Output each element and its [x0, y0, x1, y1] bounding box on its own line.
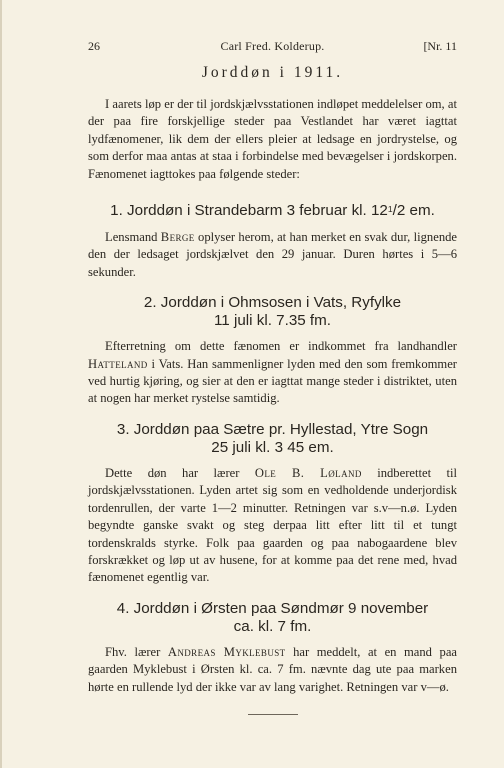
section-1-text-before: Lensmand: [105, 230, 161, 245]
section-heading-4-line2: ca. kl. 7 fm.: [233, 617, 312, 635]
section-4-text-before: Fhv. lærer: [105, 644, 168, 659]
section-paragraph-2: [88, 338, 457, 408]
section-paragraph-3: [88, 465, 457, 587]
section-heading-1-tail: /2 em.: [392, 202, 435, 220]
page-number: 26: [88, 39, 100, 53]
person-name-loland: Ole B. Løland: [254, 465, 362, 480]
running-title: Carl Fred. Kolderup.: [220, 39, 325, 53]
section-1-text-after: oplyser herom, at han merket en svak dur, lignende den der ledsaget jordskjælvet den 29 januar. Duren hørtes i 5—6 sekunder.: [88, 230, 457, 279]
section-heading-2-line2: 11 juli kl. 7.35 fm.: [213, 312, 332, 330]
section-heading-3-line2: 25 juli kl. 3 45 em.: [211, 438, 334, 456]
page-body: [88, 63, 457, 715]
section-heading-3: [88, 421, 457, 457]
section-3-text-after: indberettet til jordskjælvsstationen. Lyden artet sig som en vedholdende underjordisk tordenrullen, der varte 1—2 minutter. Retningen var s.v—n.ø. Lyden begyndte ganske svakt og steg derpaa litt efter litt til et tungt tordenskralds styrke. Folk paa gaarden og paa nabogaardene blev forskrækket og løp ut av husene, for at komme paa det rene med, hvad fænomenet egentlig var.: [88, 465, 457, 585]
section-heading-2-line1: 2. Jorddøn i Ohmsosen i Vats, Ryfylke: [143, 294, 402, 312]
section-paragraph-1: [88, 229, 457, 281]
section-heading-4: [88, 600, 457, 636]
person-name-berge: Berge: [160, 230, 195, 245]
section-heading-2: [88, 294, 457, 330]
section-paragraph-4: [88, 644, 457, 696]
intro-paragraph: I aarets løp er der til jordskjælvsstationen indløpet meddelelser om, at der paa fire forskjellige steder paa Vestlandet har været iagttat lydfænomener, lik dem der ellers pleier at ledsage en jordrystelse, og som derfor maa antas at staa i forbindelse med bevægelser i jordskorpen. Fænomenet iagttokes paa følgende steder:: [88, 97, 457, 181]
section-heading-1: [88, 200, 457, 220]
closing-rule: [248, 714, 298, 715]
section-heading-3-line1: 3. Jorddøn paa Sætre pr. Hyllestad, Ytre Sogn: [116, 420, 429, 438]
section-2-text-after: i Vats. Han sammenligner lyden med den som fremkommer ved hurtig kjøring, og sier at den er iagttat mange steder i distriktet, uten at nogen har merket rystelse samtidig.: [88, 356, 457, 406]
section-4-text-after: har meddelt, at en mand paa gaarden Myklebust i Ørsten kl. ca. 7 fm. nævnte dag ute paa marken hørte en rullende lyd der ikke var av lang varighet. Retningen var v—ø.: [88, 644, 457, 694]
person-name-myklebust: Andreas Myklebust: [167, 644, 286, 659]
section-3-text-before: Dette døn har lærer: [105, 465, 255, 480]
person-name-hatteland: Hatteland: [88, 356, 148, 371]
section-2-text-before: Efterretning om dette fænomen er indkommet fra landhandler: [105, 339, 457, 354]
section-heading-4-line1: 4. Jorddøn i Ørsten paa Søndmør 9 november: [116, 599, 429, 617]
article-title: Jorddøn i 1911.: [201, 64, 344, 81]
series-number: [Nr. 11: [423, 39, 457, 53]
section-heading-1-sup: 1: [387, 204, 393, 215]
section-heading-1-text: 1. Jorddøn i Strandebarm 3 februar kl. 12: [110, 202, 388, 220]
